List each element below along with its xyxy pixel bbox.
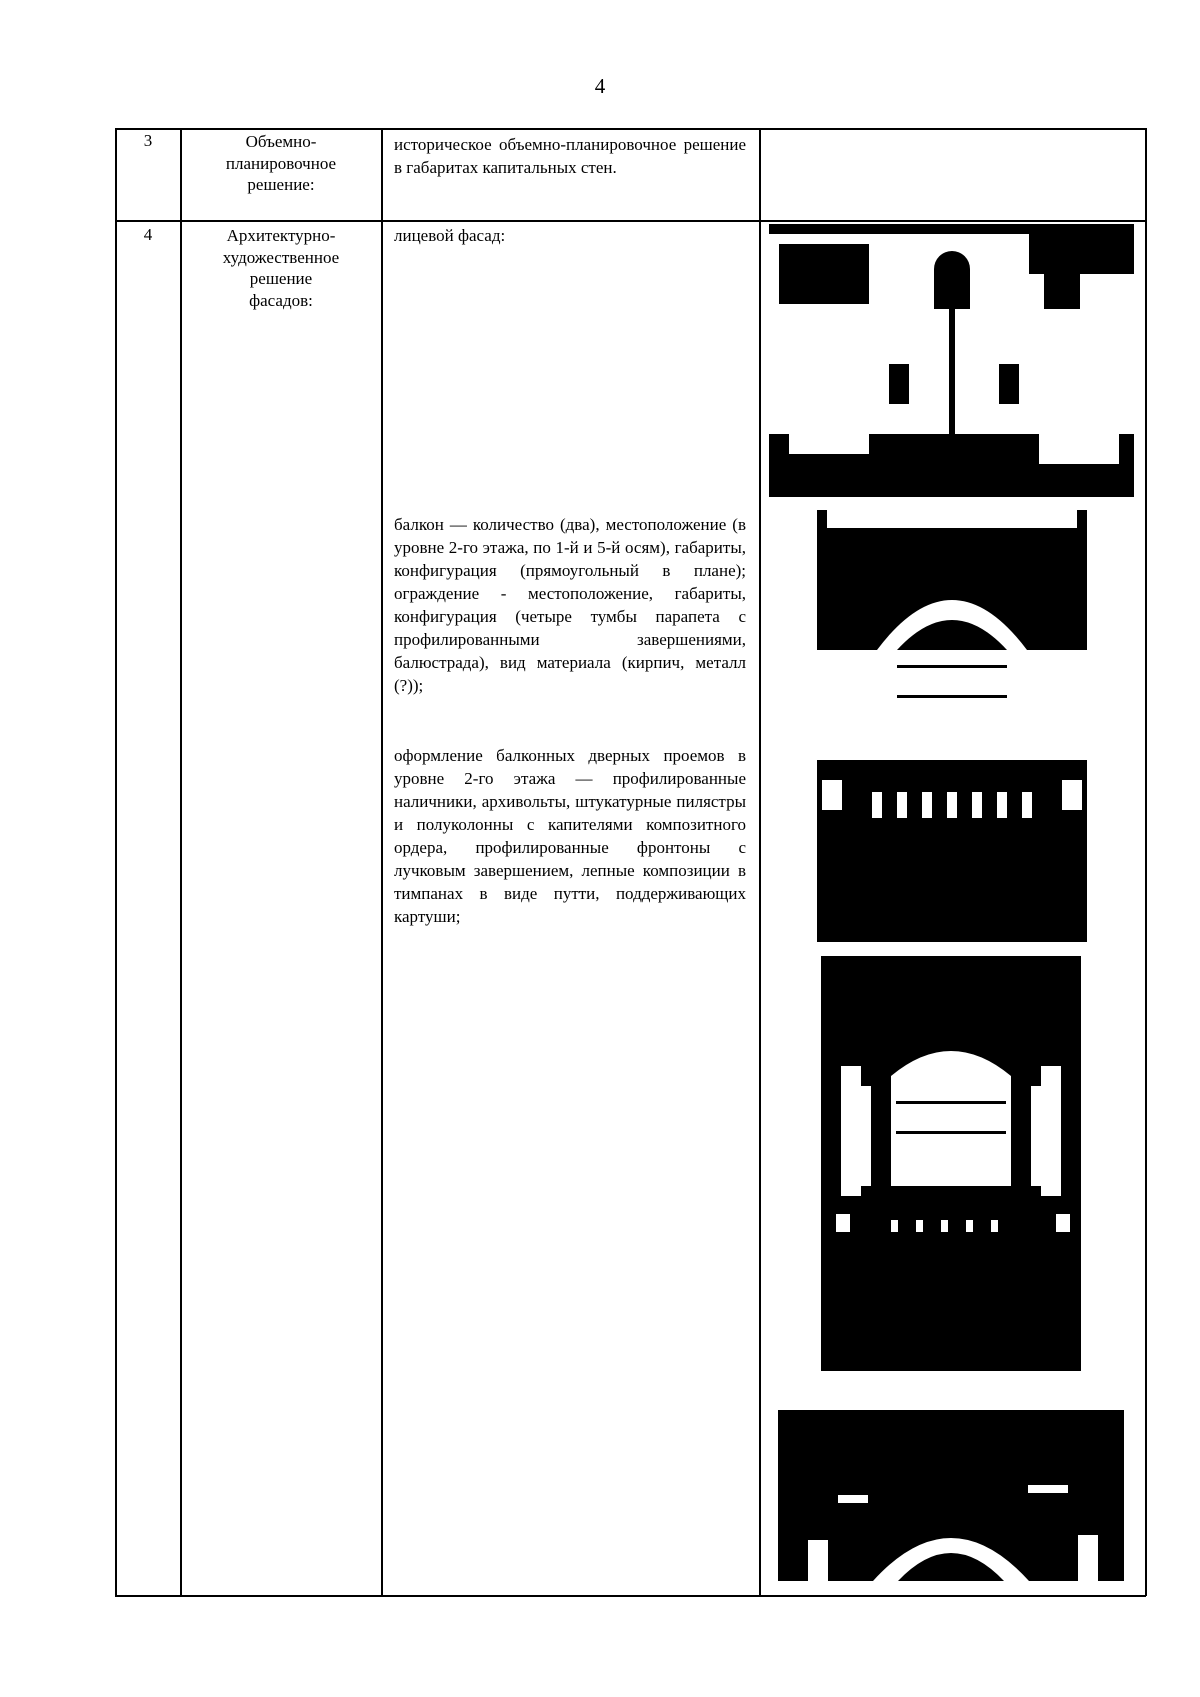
- balcony-description: балкон — количество (два), местоположение (в уровне 2-го этажа, по 1-й и 5-й осям), габариты, конфигурация (прямоугольный в плане); ограждение - местоположение, габариты, конфигурация (четыре тумбы парапета с профилированными завершениями, балюстрада), вид материала (кирпич, металл (?));: [394, 515, 746, 695]
- balcony-door-photo: [817, 510, 1087, 942]
- facade-label: лицевой фасад:: [394, 226, 506, 245]
- window-arch-photo: [821, 956, 1081, 1371]
- door-openings-description: оформление балконных дверных проемов в уровне 2-го этажа — профилированные наличники, архивольты, штукатурные пилястры и полуколонны с капителями композитного ордера, профилированные фронтоны с лучковым завершением, лепные композиции в тимпанах в виде путти, поддерживающих картуши;: [394, 746, 746, 926]
- row-3-heading: Объемно- планировочное решение:: [225, 132, 337, 194]
- row-4-heading: Архитектурно- художественное решение фасадов:: [222, 226, 340, 310]
- arch-detail-photo: [778, 1385, 1124, 1581]
- row-3-number: 3: [143, 131, 153, 150]
- row-3-description: историческое объемно-планировочное решение в габаритах капитальных стен.: [394, 135, 746, 177]
- facade-photo: [769, 224, 1134, 497]
- row-4-number: 4: [143, 225, 153, 244]
- page-number: 4: [594, 74, 606, 98]
